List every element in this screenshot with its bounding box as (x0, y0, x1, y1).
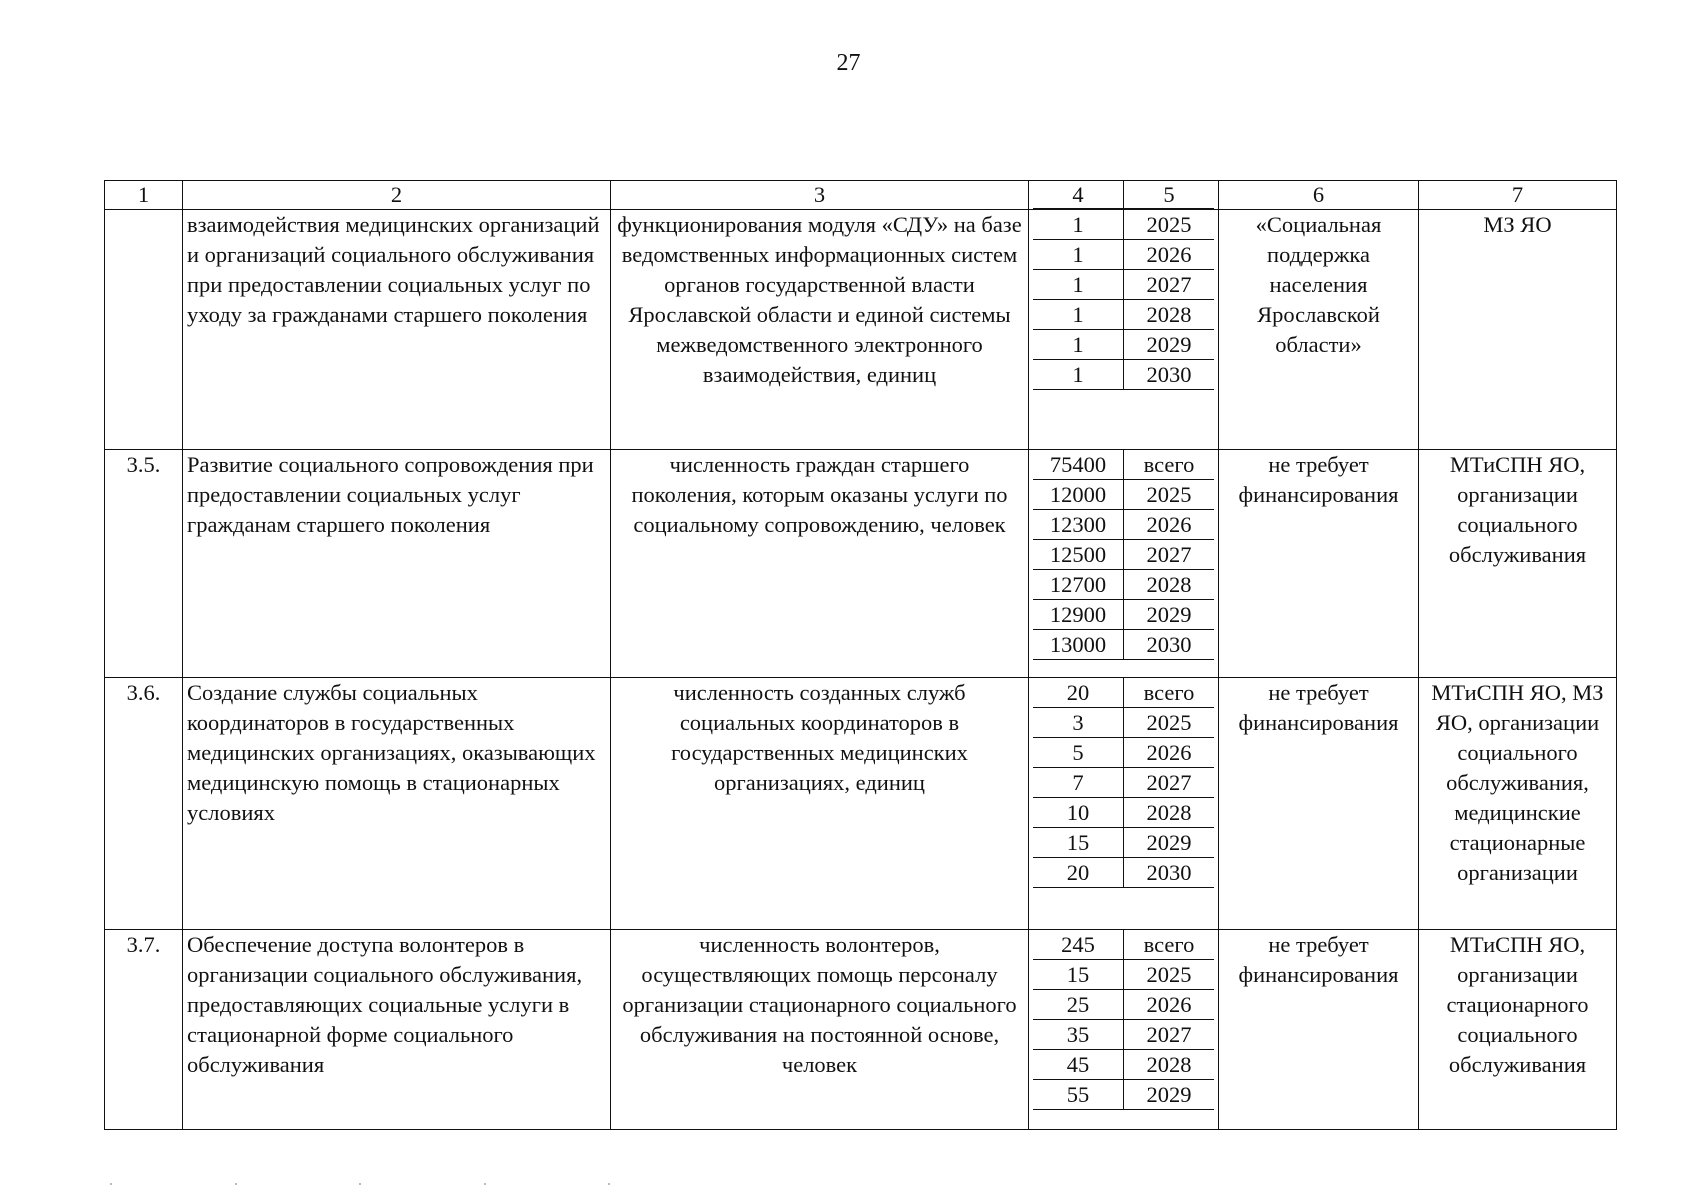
values-subtable (1033, 450, 1214, 660)
indicator-value: 1 (1033, 270, 1124, 300)
values-cell (1029, 930, 1219, 1130)
indicator-year: 2026 (1124, 738, 1215, 768)
indicator-year: всего (1124, 678, 1215, 708)
header-cell: 4 (1033, 181, 1124, 209)
indicator-year: всего (1124, 930, 1215, 960)
indicator-value: 20 (1033, 858, 1124, 888)
values-cell (1029, 678, 1219, 930)
values-subtable (1033, 930, 1214, 1110)
value-row (1033, 330, 1214, 360)
table-row (105, 210, 1617, 450)
value-row (1033, 738, 1214, 768)
value-row (1033, 360, 1214, 390)
indicator-year: 2028 (1124, 570, 1215, 600)
indicator-year: 2027 (1124, 1020, 1215, 1050)
indicator-year: 2026 (1124, 240, 1215, 270)
value-row (1033, 798, 1214, 828)
financing-source: «Социальная поддержка населения Ярославской области» (1219, 210, 1419, 450)
indicator-text: функционирования модуля «СДУ» на базе ведомственных информационных систем органов государственной власти Ярославской области и единой системы межведомственного электронного взаимодействия, единиц (611, 210, 1029, 450)
row-number: 3.5. (105, 450, 183, 678)
indicator-value: 15 (1033, 960, 1124, 990)
table-row (105, 930, 1617, 1130)
indicator-value: 12300 (1033, 510, 1124, 540)
measures-table (104, 180, 1617, 1130)
value-row (1033, 270, 1214, 300)
measure-text: взаимодействия медицинских организаций и организаций социального обслуживания при предоставлении социальных услуг по уходу за гражданами старшего поколения (183, 210, 611, 450)
indicator-year: 2030 (1124, 360, 1215, 390)
indicator-value: 35 (1033, 1020, 1124, 1050)
responsible-executor: МТиСПН ЯО, МЗ ЯО, организации социального обслуживания, медицинские стационарные организации (1419, 678, 1617, 930)
indicator-year: 2028 (1124, 798, 1215, 828)
header-cell: 3 (611, 181, 1029, 210)
header-cell-group (1029, 181, 1219, 210)
value-row (1033, 510, 1214, 540)
indicator-year: 2027 (1124, 270, 1215, 300)
value-row (1033, 1050, 1214, 1080)
value-row (1033, 1020, 1214, 1050)
values-subtable (1033, 210, 1214, 390)
scan-noise (110, 1183, 610, 1185)
table-header-row (105, 181, 1617, 210)
header-cell: 1 (105, 181, 183, 210)
indicator-year: 2030 (1124, 858, 1215, 888)
values-subtable (1033, 678, 1214, 888)
indicator-year: 2025 (1124, 708, 1215, 738)
indicator-value: 5 (1033, 738, 1124, 768)
indicator-value: 1 (1033, 360, 1124, 390)
responsible-executor: МТиСПН ЯО, организации стационарного социального обслуживания (1419, 930, 1617, 1130)
financing-source: не требует финансирования (1219, 678, 1419, 930)
indicator-year: 2026 (1124, 510, 1215, 540)
measure-text: Развитие социального сопровождения при предоставлении социальных услуг гражданам старшего поколения (183, 450, 611, 678)
measure-text: Создание службы социальных координаторов в государственных медицинских организациях, оказывающих медицинскую помощь в стационарных условиях (183, 678, 611, 930)
indicator-year: 2027 (1124, 768, 1215, 798)
indicator-year: 2029 (1124, 600, 1215, 630)
indicator-year: 2026 (1124, 990, 1215, 1020)
header-cell: 5 (1124, 181, 1215, 209)
header-cell: 2 (183, 181, 611, 210)
value-row (1033, 768, 1214, 798)
indicator-text: численность волонтеров, осуществляющих помощь персоналу организации стационарного социального обслуживания на постоянной основе, человек (611, 930, 1029, 1130)
indicator-year: 2028 (1124, 300, 1215, 330)
indicator-value: 13000 (1033, 630, 1124, 660)
row-number: 3.7. (105, 930, 183, 1130)
indicator-value: 1 (1033, 330, 1124, 360)
indicator-value: 12500 (1033, 540, 1124, 570)
indicator-value: 45 (1033, 1050, 1124, 1080)
value-row (1033, 480, 1214, 510)
indicator-value: 7 (1033, 768, 1124, 798)
page-number: 27 (836, 50, 861, 76)
indicator-text: численность созданных служб социальных координаторов в государственных медицинских организациях, единиц (611, 678, 1029, 930)
value-row (1033, 858, 1214, 888)
indicator-year: 2025 (1124, 210, 1215, 240)
indicator-value: 75400 (1033, 450, 1124, 480)
value-row (1033, 240, 1214, 270)
table-row (105, 678, 1617, 930)
indicator-value: 1 (1033, 300, 1124, 330)
header-cell: 6 (1219, 181, 1419, 210)
indicator-value: 3 (1033, 708, 1124, 738)
indicator-year: 2025 (1124, 480, 1215, 510)
values-cell (1029, 450, 1219, 678)
row-number (105, 210, 183, 450)
indicator-year: 2028 (1124, 1050, 1215, 1080)
header-cell: 7 (1419, 181, 1617, 210)
indicator-value: 12000 (1033, 480, 1124, 510)
indicator-value: 245 (1033, 930, 1124, 960)
value-row (1033, 678, 1214, 708)
financing-source: не требует финансирования (1219, 450, 1419, 678)
row-number: 3.6. (105, 678, 183, 930)
value-row (1033, 930, 1214, 960)
indicator-value: 15 (1033, 828, 1124, 858)
table-row (105, 450, 1617, 678)
value-row (1033, 540, 1214, 570)
indicator-year: 2027 (1124, 540, 1215, 570)
value-row (1033, 960, 1214, 990)
value-row (1033, 600, 1214, 630)
indicator-year: 2030 (1124, 630, 1215, 660)
value-row (1033, 450, 1214, 480)
value-row (1033, 828, 1214, 858)
value-row (1033, 990, 1214, 1020)
indicator-text: численность граждан старшего поколения, которым оказаны услуги по социальному сопровождению, человек (611, 450, 1029, 678)
indicator-year: 2025 (1124, 960, 1215, 990)
financing-source: не требует финансирования (1219, 930, 1419, 1130)
indicator-year: всего (1124, 450, 1215, 480)
indicator-value: 12900 (1033, 600, 1124, 630)
indicator-value: 10 (1033, 798, 1124, 828)
measure-text: Обеспечение доступа волонтеров в организации социального обслуживания, предоставляющих социальные услуги в стационарной форме социального обслуживания (183, 930, 611, 1130)
indicator-value: 1 (1033, 240, 1124, 270)
value-row (1033, 570, 1214, 600)
value-row (1033, 1080, 1214, 1110)
indicator-year: 2029 (1124, 828, 1215, 858)
value-row (1033, 210, 1214, 240)
indicator-value: 25 (1033, 990, 1124, 1020)
value-row (1033, 708, 1214, 738)
responsible-executor: МТиСПН ЯО, организации социального обслуживания (1419, 450, 1617, 678)
responsible-executor: МЗ ЯО (1419, 210, 1617, 450)
indicator-year: 2029 (1124, 330, 1215, 360)
value-row (1033, 630, 1214, 660)
indicator-value: 12700 (1033, 570, 1124, 600)
value-row (1033, 300, 1214, 330)
indicator-value: 55 (1033, 1080, 1124, 1110)
indicator-value: 20 (1033, 678, 1124, 708)
values-cell (1029, 210, 1219, 450)
indicator-year: 2029 (1124, 1080, 1215, 1110)
indicator-value: 1 (1033, 210, 1124, 240)
